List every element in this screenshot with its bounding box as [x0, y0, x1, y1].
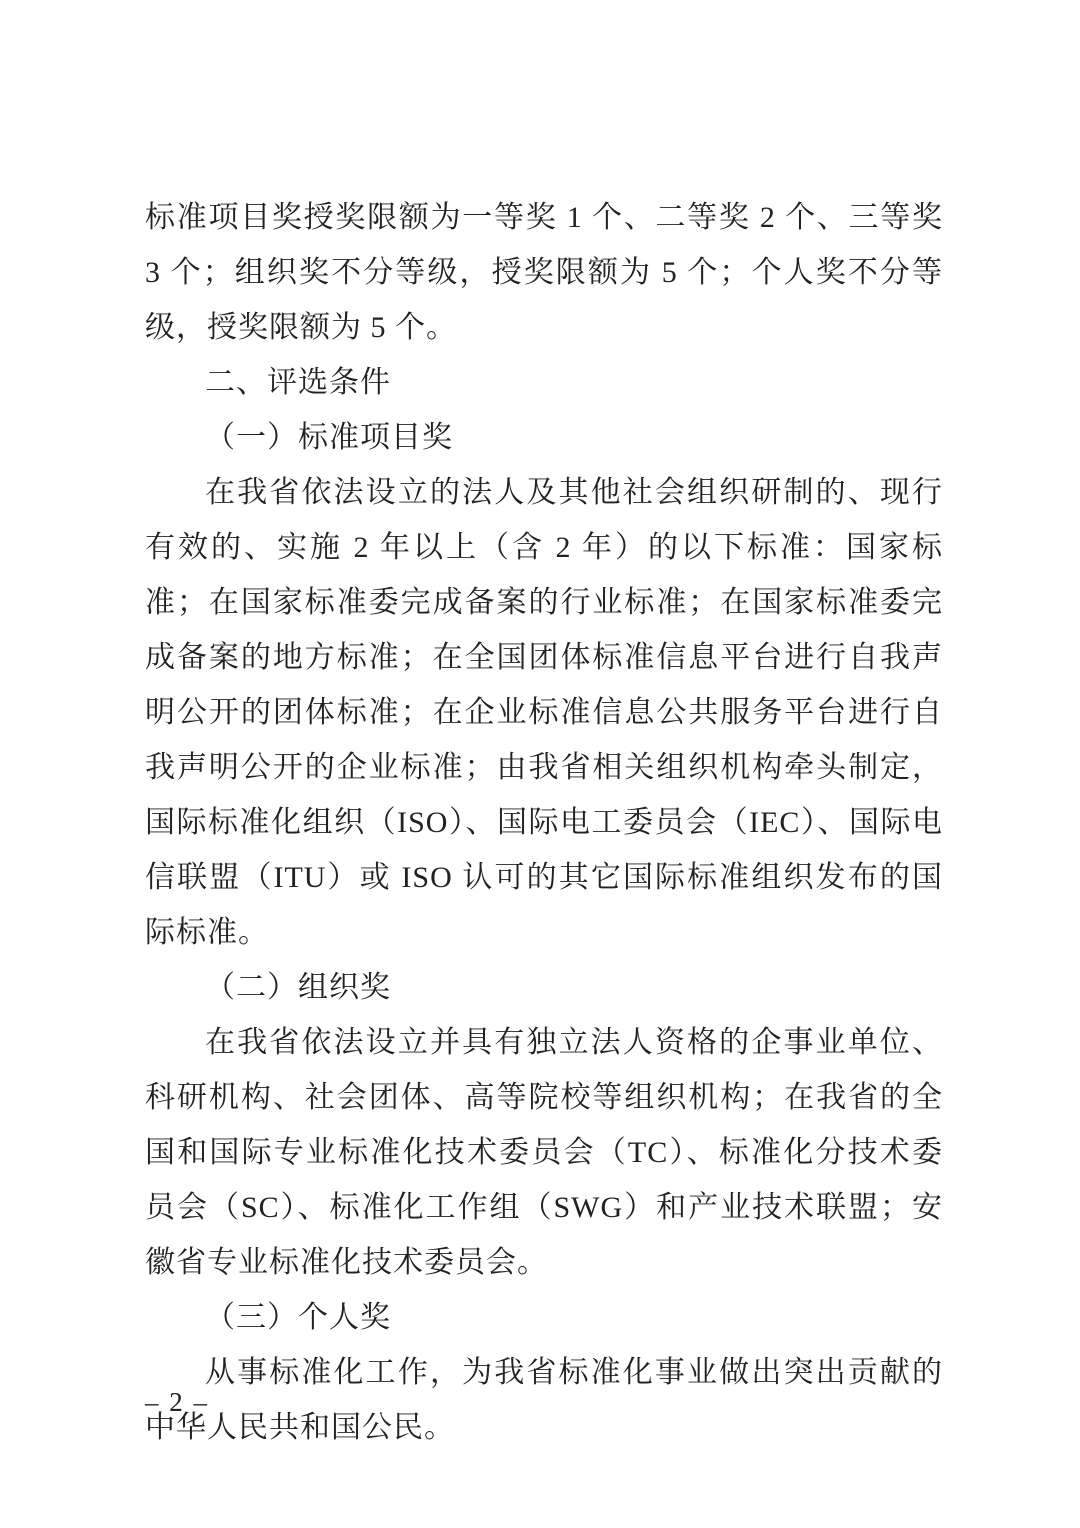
subsection-heading-individual-award: （三）个人奖: [205, 1301, 391, 1334]
body-paragraph-continuation: 标准项目奖授奖限额为一等奖 1 个、二等奖 2 个、三等奖 3 个；组织奖不分等级，授奖限额为 5 个；个人奖不分等级，授奖限额为 5 个。: [145, 201, 943, 344]
body-paragraph-individual-award: 从事标准化工作，为我省标准化事业做出突出贡献的中华人民共和国公民。: [145, 1356, 943, 1444]
subsection-heading-standard-project-award: （一）标准项目奖: [205, 421, 453, 454]
body-paragraph-organization-award: 在我省依法设立并具有独立法人资格的企事业单位、科研机构、社会团体、高等院校等组织机构；在我省的全国和国际专业标准化技术委员会（TC）、标准化分技术委员会（SC）、标准化工作组（SWG）和产业技术联盟；安徽省专业标准化技术委员会。: [145, 1026, 943, 1279]
section-heading-selection-criteria: 二、评选条件: [205, 366, 391, 399]
body-paragraph-standard-project-award: 在我省依法设立的法人及其他社会组织研制的、现行有效的、实施 2 年以上（含 2 年）的以下标准：国家标准；在国家标准委完成备案的行业标准；在国家标准委完成备案的地方标准；在全国团体标准信息平台进行自我声明公开的团体标准；在企业标准信息公共服务平台进行自我声明公开的企业标准；由我省相关组织机构牵头制定，国际标准化组织（ISO）、国际电工委员会（IEC）、国际电信联盟（ITU）或 ISO 认可的其它国际标准组织发布的国际标准。: [145, 476, 943, 949]
page-number: – 2 –: [145, 1387, 209, 1417]
document-content: [145, 190, 943, 1455]
subsection-heading-organization-award: （二）组织奖: [205, 971, 391, 1004]
